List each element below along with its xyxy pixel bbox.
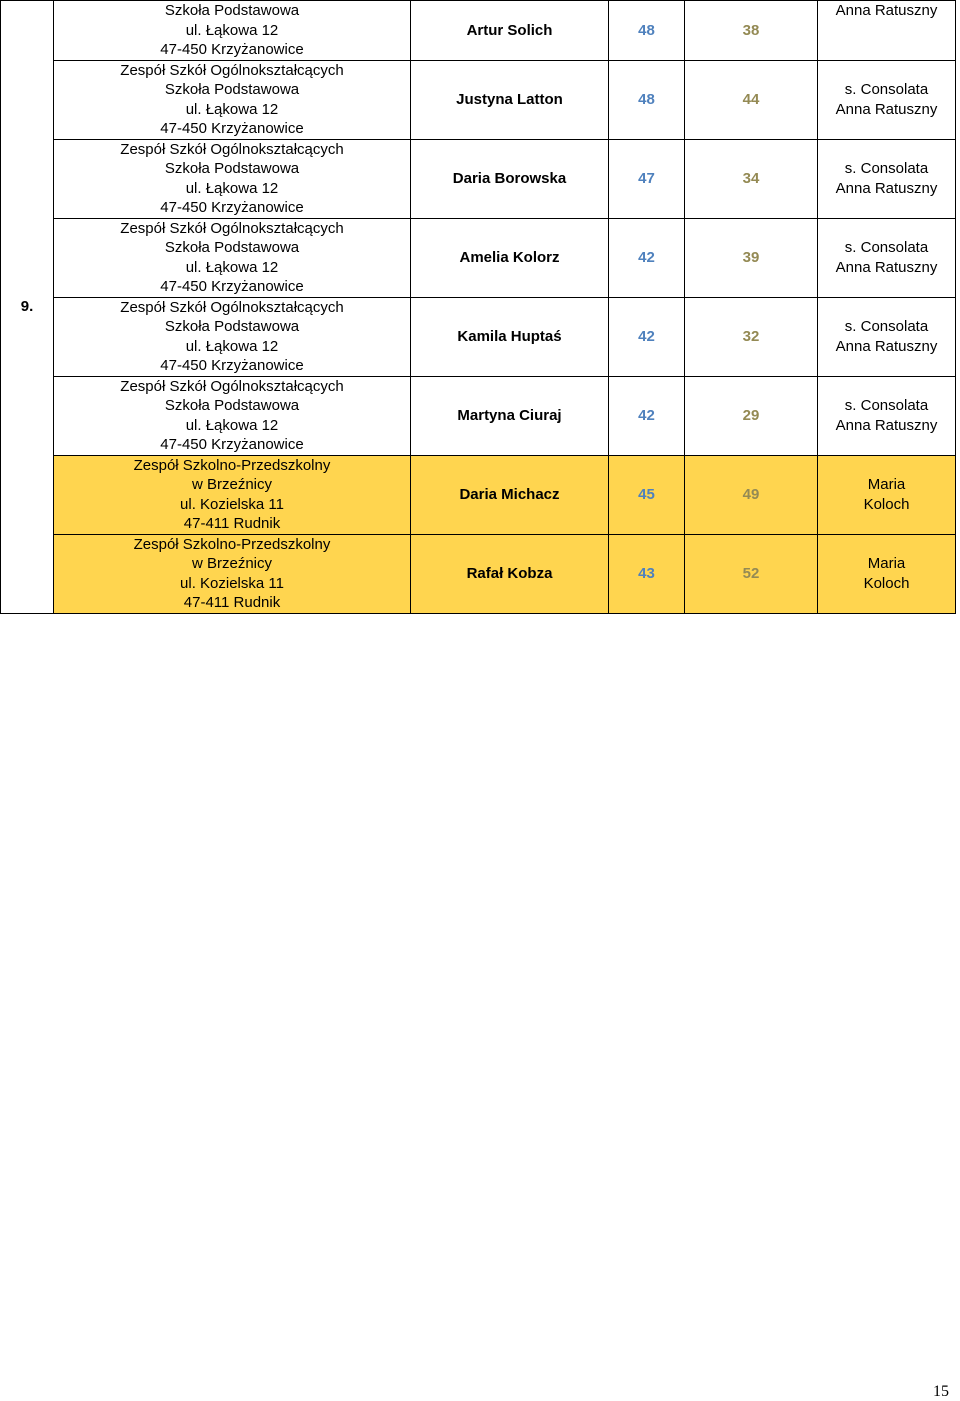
score-1: 48	[609, 60, 685, 139]
school-cell: Szkoła Podstawowa ul. Łąkowa 12 47-450 Krzyżanowice	[54, 1, 411, 61]
school-cell: Zespół Szkół Ogólnokształcących Szkoła Podstawowa ul. Łąkowa 12 47-450 Krzyżanowice	[54, 376, 411, 455]
student-name: Daria Borowska	[411, 139, 609, 218]
table-row	[1, 139, 956, 218]
teacher-cell: s. Consolata Anna Ratuszny	[818, 218, 956, 297]
teacher-cell: Anna Ratuszny	[818, 1, 956, 61]
school-cell: Zespół Szkół Ogólnokształcących Szkoła Podstawowa ul. Łąkowa 12 47-450 Krzyżanowice	[54, 297, 411, 376]
table-row	[1, 534, 956, 613]
school-cell: Zespół Szkół Ogólnokształcących Szkoła Podstawowa ul. Łąkowa 12 47-450 Krzyżanowice	[54, 139, 411, 218]
score-2: 49	[685, 455, 818, 534]
teacher-cell: Maria Koloch	[818, 455, 956, 534]
student-name: Daria Michacz	[411, 455, 609, 534]
score-1: 48	[609, 1, 685, 61]
score-2: 52	[685, 534, 818, 613]
score-1: 45	[609, 455, 685, 534]
score-1: 42	[609, 297, 685, 376]
student-name: Justyna Latton	[411, 60, 609, 139]
school-cell: Zespół Szkół Ogólnokształcących Szkoła Podstawowa ul. Łąkowa 12 47-450 Krzyżanowice	[54, 60, 411, 139]
score-2: 32	[685, 297, 818, 376]
teacher-cell: s. Consolata Anna Ratuszny	[818, 376, 956, 455]
score-2: 38	[685, 1, 818, 61]
student-name: Martyna Ciuraj	[411, 376, 609, 455]
student-name: Rafał Kobza	[411, 534, 609, 613]
score-1: 42	[609, 218, 685, 297]
score-2: 29	[685, 376, 818, 455]
teacher-cell: Maria Koloch	[818, 534, 956, 613]
results-table	[0, 0, 956, 614]
table-row	[1, 297, 956, 376]
table-row	[1, 1, 956, 61]
student-name: Kamila Huptaś	[411, 297, 609, 376]
lp-number: 9.	[1, 1, 54, 614]
table-row	[1, 455, 956, 534]
score-1: 47	[609, 139, 685, 218]
score-2: 34	[685, 139, 818, 218]
score-2: 39	[685, 218, 818, 297]
page-number: 15	[933, 1383, 949, 1400]
teacher-cell: s. Consolata Anna Ratuszny	[818, 139, 956, 218]
score-2: 44	[685, 60, 818, 139]
table-row	[1, 376, 956, 455]
score-1: 43	[609, 534, 685, 613]
score-1: 42	[609, 376, 685, 455]
student-name: Amelia Kolorz	[411, 218, 609, 297]
student-name: Artur Solich	[411, 1, 609, 61]
teacher-cell: s. Consolata Anna Ratuszny	[818, 297, 956, 376]
school-cell: Zespół Szkolno-Przedszkolny w Brzeźnicy ul. Kozielska 11 47-411 Rudnik	[54, 455, 411, 534]
teacher-cell: s. Consolata Anna Ratuszny	[818, 60, 956, 139]
table-row	[1, 60, 956, 139]
school-cell: Zespół Szkół Ogólnokształcących Szkoła Podstawowa ul. Łąkowa 12 47-450 Krzyżanowice	[54, 218, 411, 297]
table-row	[1, 218, 956, 297]
school-cell: Zespół Szkolno-Przedszkolny w Brzeźnicy ul. Kozielska 11 47-411 Rudnik	[54, 534, 411, 613]
